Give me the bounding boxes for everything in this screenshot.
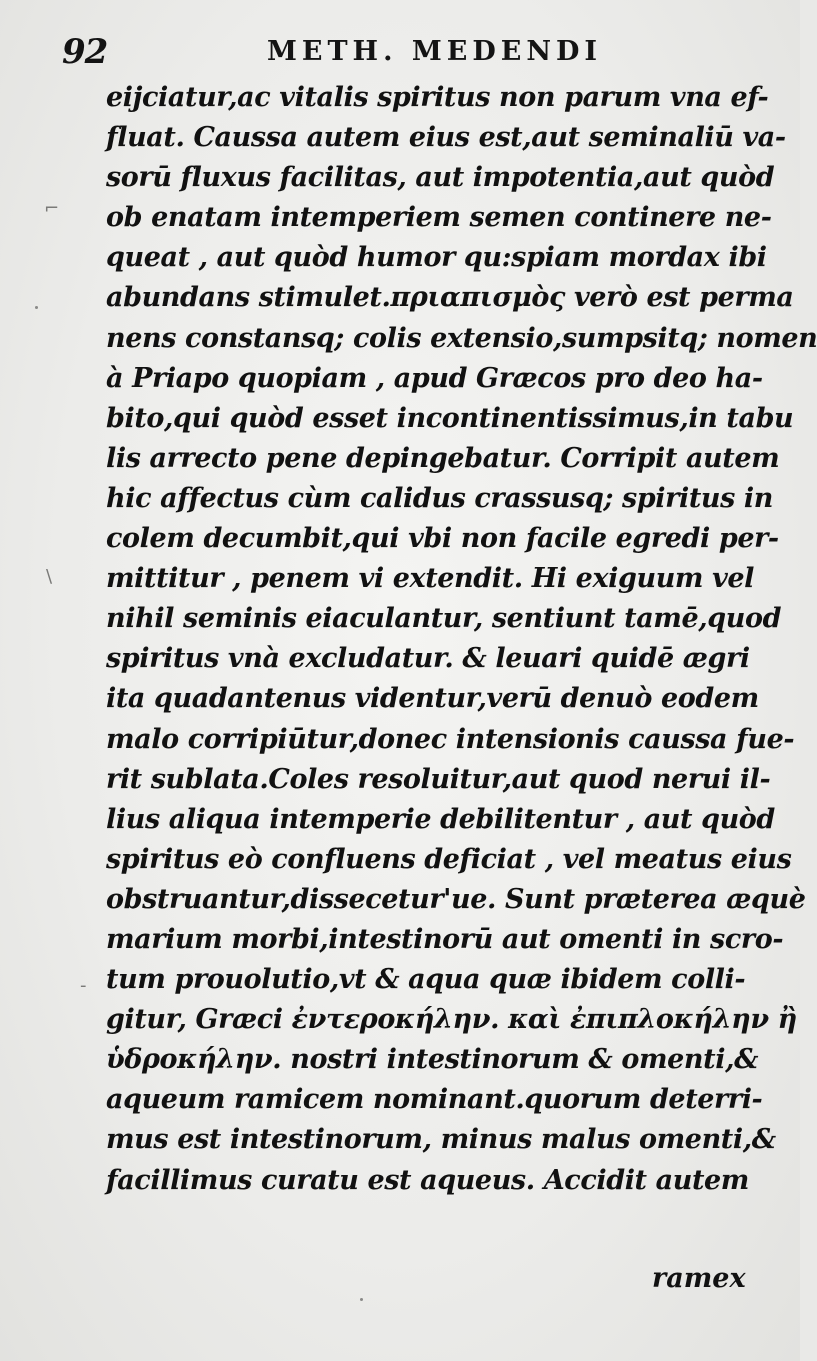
text-line: fluat. Caussa autem eius est,aut seminaliū va- — [106, 122, 786, 154]
text-line: colem decumbit,qui vbi non facile egredi per- — [106, 523, 779, 555]
body-text — [106, 78, 817, 1201]
text-line: bito,qui quòd esset incontinentissimus,in tabu — [106, 402, 794, 434]
margin-mark: - — [80, 975, 87, 996]
text-line: lius aliqua intemperie debilitentur , aut quòd — [106, 803, 775, 835]
text-line: aqueum ramicem nominant.quorum deterri- — [106, 1084, 763, 1116]
text-line: lis arrecto pene depingebatur. Corripit autem — [106, 442, 780, 474]
text-line: abundans stimulet.πριαπισμὸς verò est perma — [106, 282, 794, 314]
text-line: rit sublata.Coles resoluitur,aut quod nerui il- — [106, 763, 771, 795]
text-line: tum prouolutio,vt & aqua quæ ibidem colli- — [106, 964, 746, 996]
text-line: mittitur , penem vi extendit. Hi exiguum vel — [106, 563, 755, 595]
text-line: ὑδροκήλην. nostri intestinorum & omenti,& — [106, 1044, 759, 1076]
text-line: nihil seminis eiaculantur, sentiunt tamē,quod — [106, 603, 782, 635]
text-line: gitur, Græci ἐντεροκήλην. καὶ ἐπιπλοκήλην ἢ — [106, 1004, 797, 1036]
text-line: sorū fluxus facilitas, aut impotentia,aut quòd — [106, 162, 775, 194]
text-line: nens constansq; colis extensio,sumpsitq; nomen — [106, 322, 817, 354]
text-line: spiritus eò confluens deficiat , vel meatus eius — [106, 843, 792, 875]
text-line: queat , aut quòd humor qu:spiam mordax ibi — [106, 242, 767, 274]
text-line: à Priapo quopiam , apud Græcos pro deo ha- — [106, 362, 763, 394]
margin-mark: \ — [46, 566, 53, 587]
margin-mark: ⌐ — [44, 198, 60, 219]
paper-speck — [35, 306, 38, 309]
running-head: METH. MEDENDI — [267, 36, 603, 67]
paper-speck — [360, 1298, 363, 1301]
page-number: 92 — [62, 32, 108, 72]
text-line: eijciatur,ac vitalis spiritus non parum vna ef- — [106, 82, 769, 113]
text-line: obstruantur,dissecetur'ue. Sunt præterea æquè — [106, 883, 806, 915]
text-line: malo corripiūtur,donec intensionis caussa fue- — [106, 723, 795, 755]
page-header — [62, 26, 742, 74]
text-line: mus est intestinorum, minus malus omenti,& — [106, 1124, 776, 1156]
text-line: spiritus vnà excludatur. & leuari quidē ægri — [106, 643, 750, 675]
text-line: ob enatam intemperiem semen continere ne- — [106, 202, 772, 234]
catchword: ramex — [652, 1263, 746, 1294]
text-line: ita quadantenus videntur,verū denuò eodem — [106, 683, 759, 715]
text-line: facillimus curatu est aqueus. Accidit autem — [106, 1164, 749, 1196]
text-line: marium morbi,intestinorū aut omenti in scro- — [106, 923, 784, 955]
text-line: hic affectus cùm calidus crassusq; spiritus in — [106, 482, 774, 514]
